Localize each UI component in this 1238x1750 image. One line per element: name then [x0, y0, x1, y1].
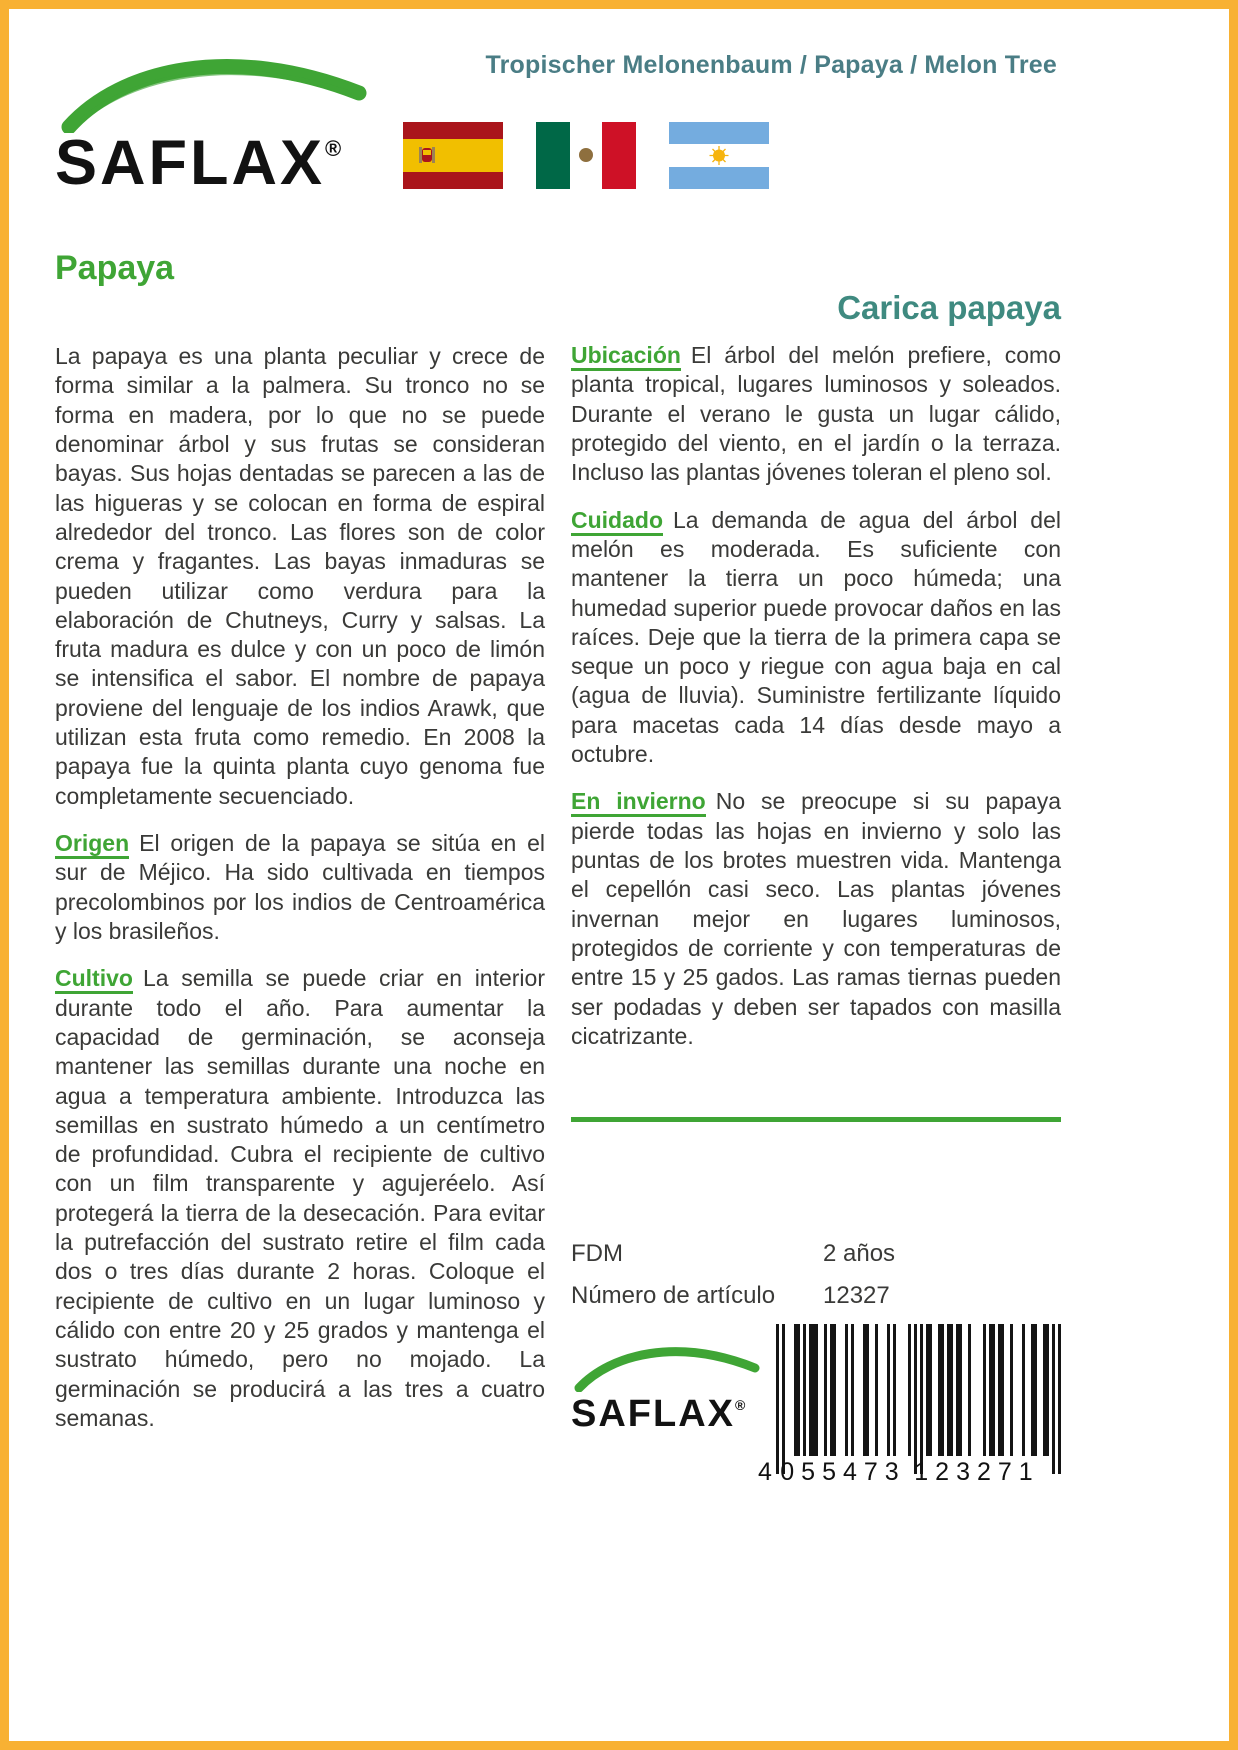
- barcode-bars: [776, 1324, 1061, 1474]
- brand-wordmark: SAFLAX®: [55, 128, 345, 198]
- content-columns: [55, 233, 1061, 1487]
- section-text-en-invierno: No se preocupe si su papaya pierde todas las hojas en invierno y solo las puntas de los brotes muestren vida. Mantenga el cepellón casi seco. Las plantas jóvenes invernan mejor en lugares luminosos, protegidos de corriente y con temperaturas de entre 15 y 25 gados. Las ramas tiernas pueden ser podadas y deben ser tapados con masilla cicatrizante.: [571, 788, 1061, 1049]
- barcode-digits-left: 055473: [780, 1458, 906, 1487]
- saflax-logo: [55, 47, 373, 199]
- product-info: [571, 1240, 1061, 1310]
- mexico-flag-icon: [536, 122, 636, 189]
- article-number-row: [571, 1282, 1061, 1310]
- fdm-row: [571, 1240, 1061, 1268]
- green-divider: [571, 1117, 1061, 1122]
- section-heading-en-invierno: En invierno: [571, 788, 706, 817]
- right-column: [571, 233, 1061, 1487]
- section-cultivo: [55, 964, 545, 1433]
- section-heading-cuidado: Cuidado: [571, 507, 663, 536]
- section-heading-ubicacion: Ubicación: [571, 342, 681, 371]
- article-number-label: Número de artículo: [571, 1282, 776, 1310]
- intro-paragraph: La papaya es una planta peculiar y crece de forma similar a la palmera. Su tronco no se forma en madera, por lo que no se puede denominar árbol y sus frutas se consideran bayas. Sus hojas dentadas se parecen a las de las higueras y se colocan en forma de espiral alrededor del tronco. Las flores son de color crema y fragantes. Las bayas inmaduras se pueden utilizar como verdura para la elaboración de Chutneys, Curry y salsas. La fruta madura es dulce y con un poco de limón se intensifica el sabor. El nombre de papaya proviene del lenguaje de los indios Arawk, que utilizan esta fruta como remedio. En 2008 la papaya fue la quinta planta cuyo genoma fue completamente secuenciado.: [55, 343, 545, 809]
- section-heading-cultivo: Cultivo: [55, 965, 133, 994]
- brush-swoosh-small-icon: [573, 1340, 761, 1392]
- brush-swoosh-icon: [61, 47, 371, 133]
- section-en-invierno: [571, 787, 1061, 1051]
- footer-row: [571, 1324, 1061, 1487]
- barcode-digit-first: 4: [758, 1458, 772, 1487]
- left-column: [55, 233, 545, 1487]
- latin-name-title: Carica papaya: [837, 289, 1061, 326]
- section-text-ubicacion: El árbol del melón prefiere, como planta tropical, lugares luminosos y soleados. Durante el verano le gusta un lugar cálido, protegido del viento, en el jardín o la terraza. Incluso las plantas jóvenes toleran el pleno sol.: [571, 342, 1061, 486]
- spain-coat-of-arms: [419, 147, 435, 163]
- article-number-value: 12327: [823, 1282, 890, 1310]
- section-text-cuidado: La demanda de agua del árbol del melón es moderada. Es suficiente con mantener la tierra un poco húmeda; una humedad superior puede provocar daños en las raíces. Deje que la tierra de la primera capa se seque un poco y riegue con agua baja en cal (agua de lluvia). Suministre fertilizante líquido para macetas cada 14 días desde mayo a octubre.: [571, 506, 1061, 768]
- fdm-value: 2 años: [823, 1240, 896, 1268]
- footer-registered-mark: ®: [735, 1397, 748, 1414]
- fdm-label: FDM: [571, 1240, 623, 1268]
- product-top-title: Tropischer Melonenbaum / Papaya / Melon Tree: [485, 51, 1057, 79]
- flag-row: [403, 122, 769, 199]
- barcode-numbers: [758, 1458, 1061, 1487]
- registered-mark: ®: [325, 136, 345, 161]
- mexico-eagle: [579, 148, 593, 162]
- ean13-barcode: [758, 1324, 1061, 1487]
- section-ubicacion: [571, 341, 1061, 488]
- argentina-flag-icon: [669, 122, 769, 189]
- section-cuidado: [571, 506, 1061, 770]
- species-title: Papaya: [55, 249, 175, 287]
- section-heading-origen: Origen: [55, 830, 129, 859]
- section-origen: [55, 829, 545, 946]
- section-text-origen: El origen de la papaya se sitúa en el sur de Méjico. Ha sido cultivada en tiempos precolombinos por los indios de Centroamérica y los brasileños.: [55, 830, 545, 944]
- spain-flag-icon: [403, 122, 503, 189]
- footer-brand-wordmark: SAFLAX®: [571, 1393, 748, 1436]
- barcode-digits-right: 123271: [914, 1458, 1040, 1487]
- saflax-logo-small: [571, 1340, 758, 1436]
- section-text-cultivo: La semilla se puede criar en interior durante todo el año. Para aumentar la capacidad de germinación, se aconseja mantener las semillas durante una noche en agua a temperatura ambiente. Introduzca las semillas en sustrato húmedo a un centímetro de profundidad. Cubra el recipiente de cultivo con un film transparente y agujeréelo. Así protegerá la tierra de la desecación. Para evitar la putrefacción del sustrato retire el film cada dos o tres días durante 2 horas. Coloque el recipiente de cultivo en un lugar luminoso y cálido con entre 20 y 25 grados y mantenga el sustrato húmedo, pero no mojado. La germinación se producirá a las tres a cuatro semanas.: [55, 965, 545, 1431]
